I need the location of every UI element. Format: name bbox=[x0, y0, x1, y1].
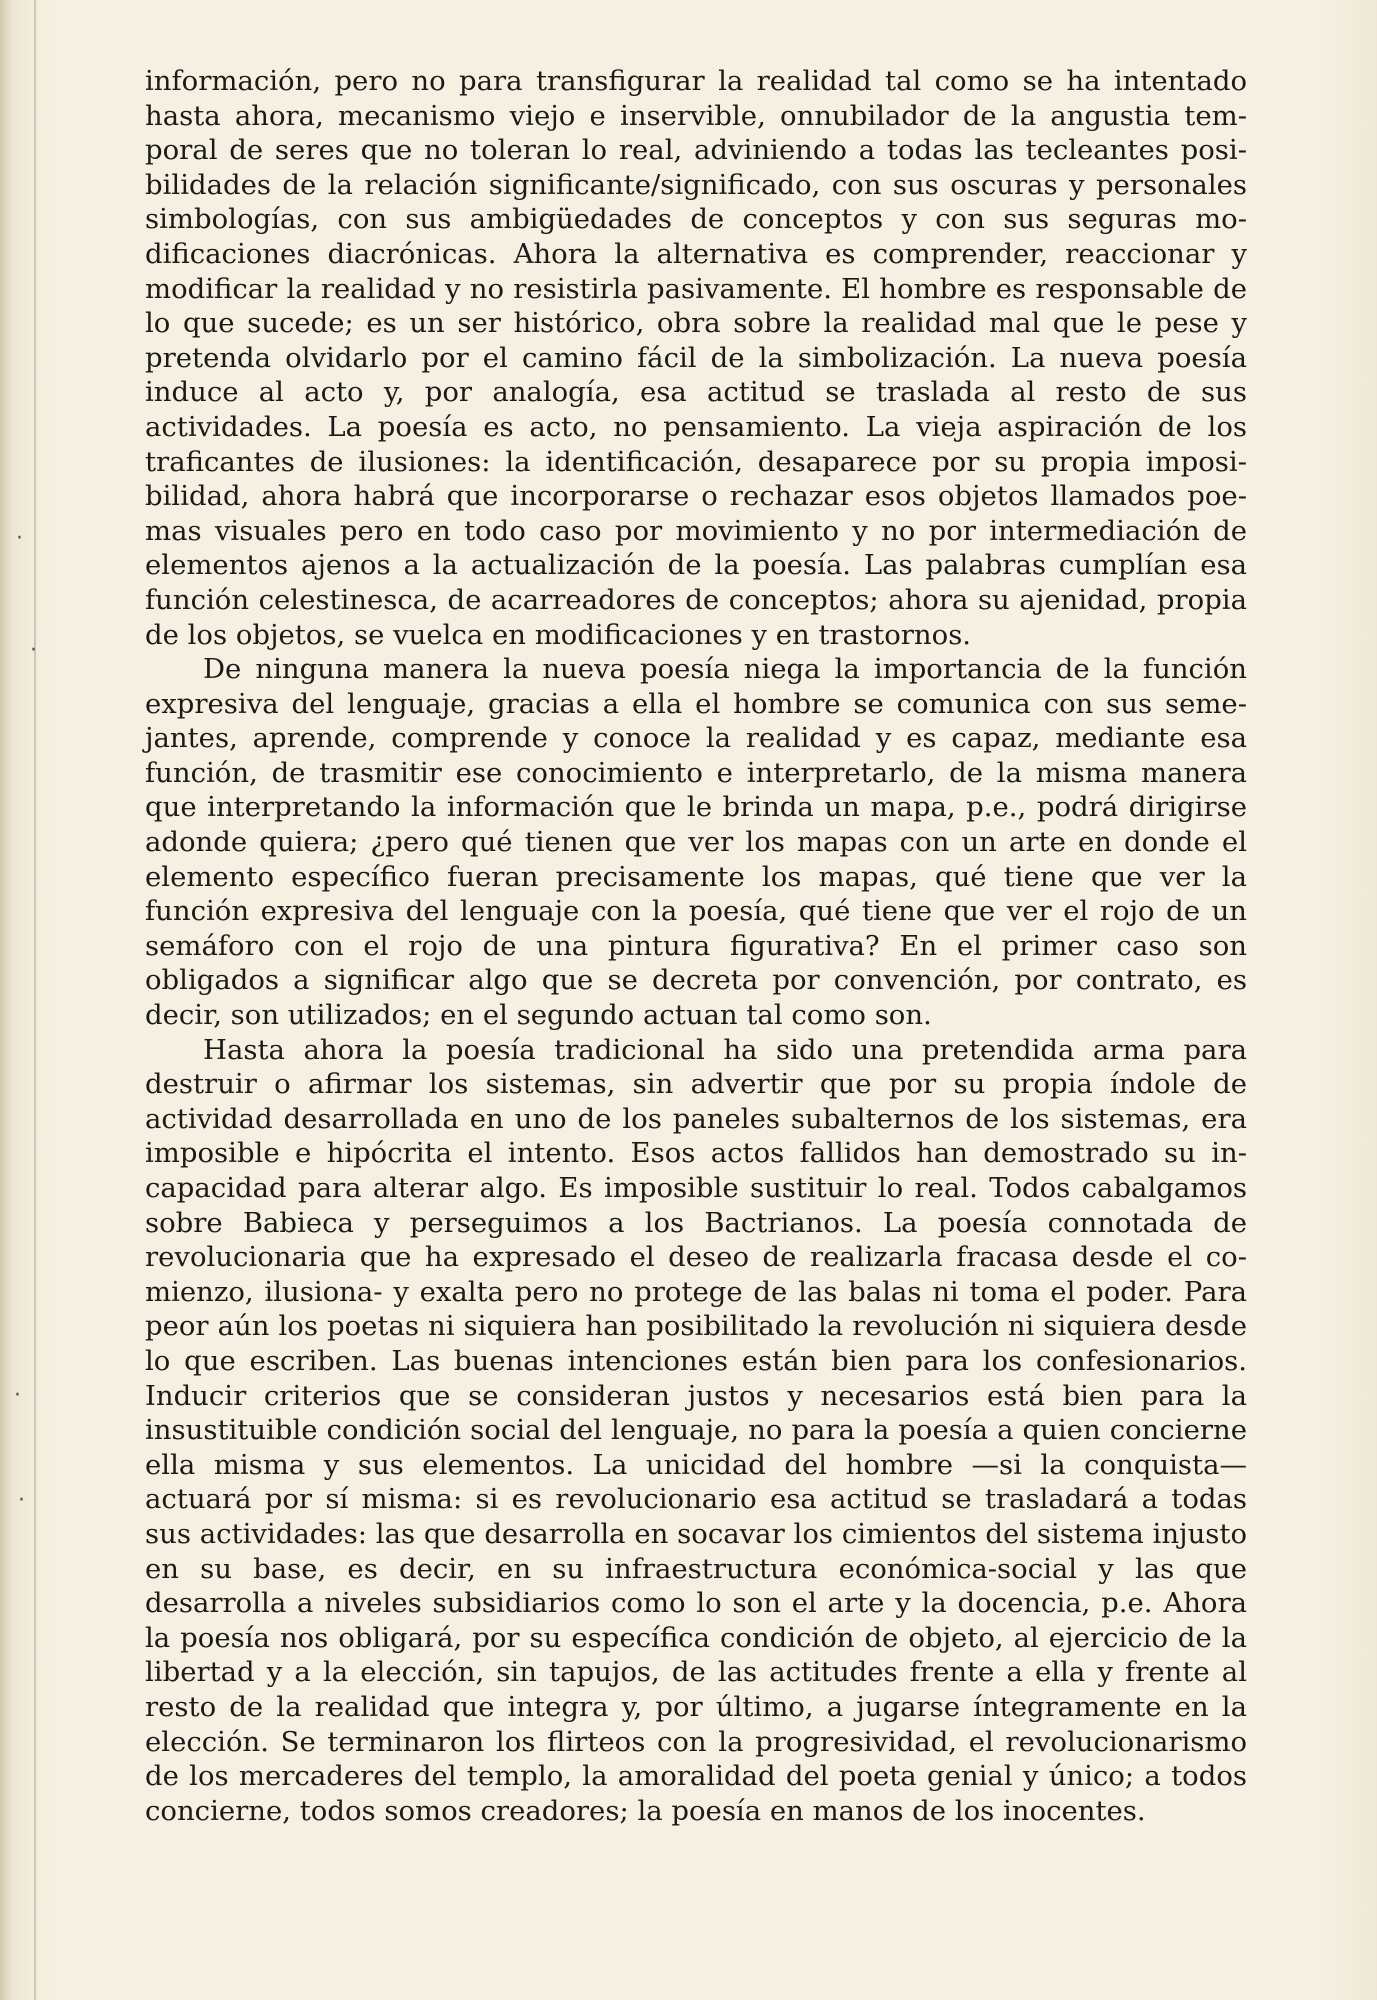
binding-edge bbox=[34, 0, 36, 2000]
margin-mark: · bbox=[14, 1383, 21, 1408]
margin-mark: · bbox=[16, 526, 23, 551]
paragraph-2: De ninguna manera la nueva poesía niega la importancia de la función expresiva del lenguaje, gracias a ella el hombre se comunica con sus semejantes, aprende, comprende y conoce la realidad y es capaz, mediante esa función, de trasmitir ese conocimiento e interpretarlo, de la misma manera que interpretando la información que le brinda un mapa, p.e., podrá dirigirse adonde quiera; ¿pero qué tienen que ver los mapas con un arte en donde el elemento específico fueran precisamente los mapas, qué tiene que ver la función expresiva del lenguaje con la poesía, qué tiene que ver el rojo de un semáforo con el rojo de una pintura figurativa? En el primer caso son obligados a significar algo que se decreta por convención, por contrato, es decir, son utilizados; en el segundo actuan tal como son. bbox=[145, 653, 1247, 1032]
page-spine-shadow bbox=[0, 0, 12, 2000]
paragraph-3: Hasta ahora la poesía tradicional ha sido una pretendida arma para destruir o afirmar los sistemas, sin advertir que por su propia índole de actividad desarrollada en uno de los paneles subalternos de los sistemas, era imposible e hipócrita el intento. Esos actos fallidos han demostrado su incapacidad para alterar algo. Es imposible sustituir lo real. Todos cabalgamos sobre Babieca y perseguimos a los Bactrianos. La poesía connotada de revolucionaria que ha expresado el deseo de realizarla fracasa desde el comienzo, ilusiona- y exalta pero no protege de las balas ni toma el poder. Para peor aún los poetas ni siquiera han posibilitado la revolución ni siquiera desde lo que escriben. Las buenas intenciones están bien para los confesionarios. Inducir criterios que se consideran justos y necesarios está bien para la insustituible condición social del lenguaje, no para la poesía a quien concierne ella misma y sus elementos. La unicidad del hombre —si la conquista— actuará por sí misma: si es revolucionario esa actitud se trasladará a todas sus actividades: las que desarrolla en socavar los cimientos del sistema injusto en su base, es decir, en su infraestructura económica-social y las que desarrolla a niveles subsidiarios como lo son el arte y la docencia, p.e. Ahora la poesía nos obligará, por su específica condición de objeto, al ejercicio de la libertad y a la elección, sin tapujos, de las actitudes frente a ella y frente al resto de la realidad que integra y, por último, a jugarse íntegramente en la elección. Se terminaron los flirteos con la progresividad, el revolucionarismo de los mercaderes del templo, la amoralidad del poeta genial y único; a todos concierne, todos somos creadores; la poesía en manos de los inocentes. bbox=[145, 1033, 1247, 1827]
paragraph-1: información, pero no para transfigurar la realidad tal como se ha intentado hasta ahora, mecanismo viejo e inservible, onnubilador de la angustia temporal de seres que no toleran lo real, adviniendo a todas las tecleantes posibilidades de la relación significante/significado, con sus oscuras y personales simbologías, con sus ambigüedades de conceptos y con sus seguras modificaciones diacrónicas. Ahora la alternativa es comprender, reaccionar y modificar la realidad y no resistirla pasivamente. El hombre es responsable de lo que sucede; es un ser histórico, obra sobre la realidad mal que le pese y pretenda olvidarlo por el camino fácil de la simbolización. La nueva poesía induce al acto y, por analogía, esa actitud se traslada al resto de sus actividades. La poesía es acto, no pensamiento. La vieja aspiración de los traficantes de ilusiones: la identificación, desaparece por su propia imposibilidad, ahora habrá que incorporarse o rechazar esos objetos llamados poemas visuales pero en todo caso por movimiento y no por intermediación de elementos ajenos a la actualización de la poesía. Las palabras cumplían esa función celestinesca, de acarreadores de conceptos; ahora su ajenidad, propia de los objetos, se vuelca en modificaciones y en trastornos. bbox=[145, 65, 1247, 651]
body-text bbox=[145, 64, 1247, 1828]
margin-mark: · bbox=[30, 638, 37, 663]
margin-mark: · bbox=[18, 1488, 25, 1513]
